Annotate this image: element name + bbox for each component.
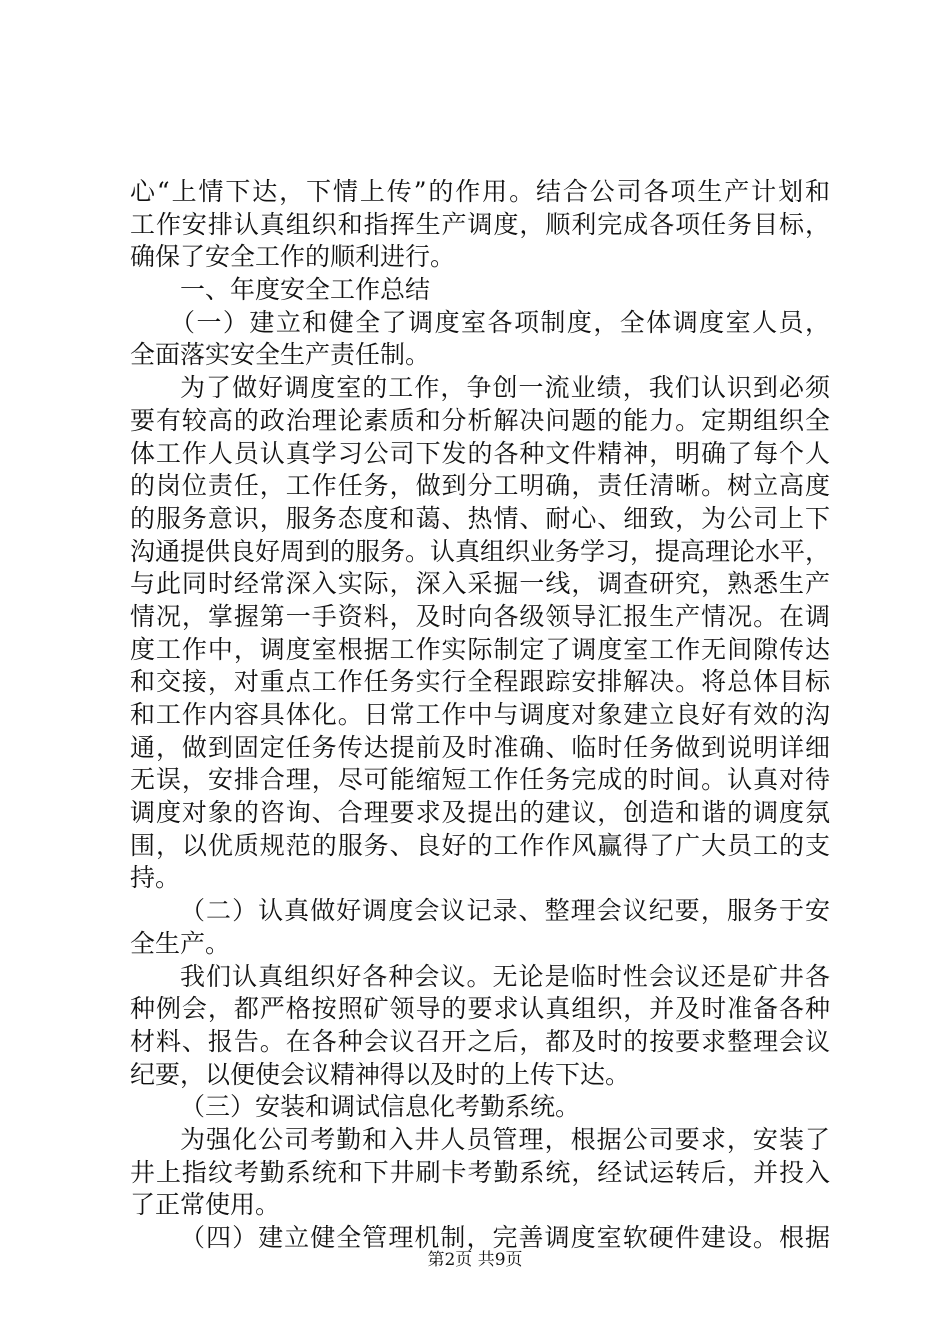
text-line: （二）认真做好调度会议记录、整理会议纪要，服务于安 xyxy=(180,896,830,926)
text-line: 持。 xyxy=(130,863,181,893)
text-line: 围，以优质规范的服务、良好的工作作风赢得了广大员工的支 xyxy=(130,830,830,860)
text-line: 井上指纹考勤系统和下井刷卡考勤系统，经试运转后，并投入 xyxy=(130,1157,830,1187)
text-line: 和工作内容具体化。日常工作中与调度对象建立良好有效的沟 xyxy=(130,700,830,729)
text-line: （三）安装和调试信息化考勤系统。 xyxy=(180,1092,581,1122)
text-line: 材料、报告。在各种会议召开之后，都及时的按要求整理会议 xyxy=(130,1026,830,1056)
text-line: 全生产。 xyxy=(130,928,231,958)
text-line: 我们认真组织好各种会议。无论是临时性会议还是矿井各 xyxy=(180,961,830,991)
text-line: 沟通提供良好周到的服务。认真组织业务学习，提高理论水平， xyxy=(130,536,830,566)
text-line: 的服务意识，服务态度和蔼、热情、耐心、细致，为公司上下 xyxy=(130,503,830,533)
text-line: 工作安排认真组织和指挥生产调度，顺利完成各项任务目标， xyxy=(130,209,830,239)
text-line: 种例会，都严格按照矿领导的要求认真组织，并及时准备各种 xyxy=(130,994,830,1024)
text-line: 确保了安全工作的顺利进行。 xyxy=(130,242,456,272)
text-line: 度工作中，调度室根据工作实际制定了调度室工作无间隙传达 xyxy=(130,634,830,664)
text-line: 情况，掌握第一手资料，及时向各级领导汇报生产情况。在调 xyxy=(130,601,830,631)
text-line: 无误，安排合理，尽可能缩短工作任务完成的时间。认真对待 xyxy=(130,765,830,795)
text-line: 的岗位责任，工作任务，做到分工明确，责任清晰。树立高度 xyxy=(130,471,830,501)
text-line: （一）建立和健全了调度室各项制度，全体调度室人员， xyxy=(170,307,830,337)
text-line: 为了做好调度室的工作，争创一流业绩，我们认识到必须 xyxy=(180,373,830,403)
text-line: 与此同时经常深入实际，深入采掘一线，调查研究，熟悉生产 xyxy=(130,569,830,599)
document-body xyxy=(130,176,830,1255)
text-line: 全面落实安全生产责任制。 xyxy=(130,340,431,370)
page-footer: 第2页 共9页 xyxy=(427,1250,523,1270)
text-line: 了正常使用。 xyxy=(130,1190,281,1220)
text-line: 要有较高的政治理论素质和分析解决问题的能力。定期组织全 xyxy=(130,405,830,435)
text-line: 纪要，以便使会议精神得以及时的上传下达。 xyxy=(130,1059,631,1089)
text-line: （四）建立健全管理机制，完善调度室软硬件建设。根据 xyxy=(180,1223,830,1252)
text-line: 为强化公司考勤和入井人员管理，根据公司要求，安装了 xyxy=(180,1124,830,1154)
text-line: 通，做到固定任务传达提前及时准确、临时任务做到说明详细 xyxy=(130,732,830,762)
text-line: 调度对象的咨询、合理要求及提出的建议，创造和谐的调度氛 xyxy=(130,798,830,828)
text-line: 一、年度安全工作总结 xyxy=(180,275,431,305)
text-line: 心“上情下达，下情上传”的作用。结合公司各项生产计划和 xyxy=(130,177,830,206)
text-line: 和交接，对重点工作任务实行全程跟踪安排解决。将总体目标 xyxy=(130,667,830,697)
text-line: 体工作人员认真学习公司下发的各种文件精神，明确了每个人 xyxy=(130,438,830,468)
